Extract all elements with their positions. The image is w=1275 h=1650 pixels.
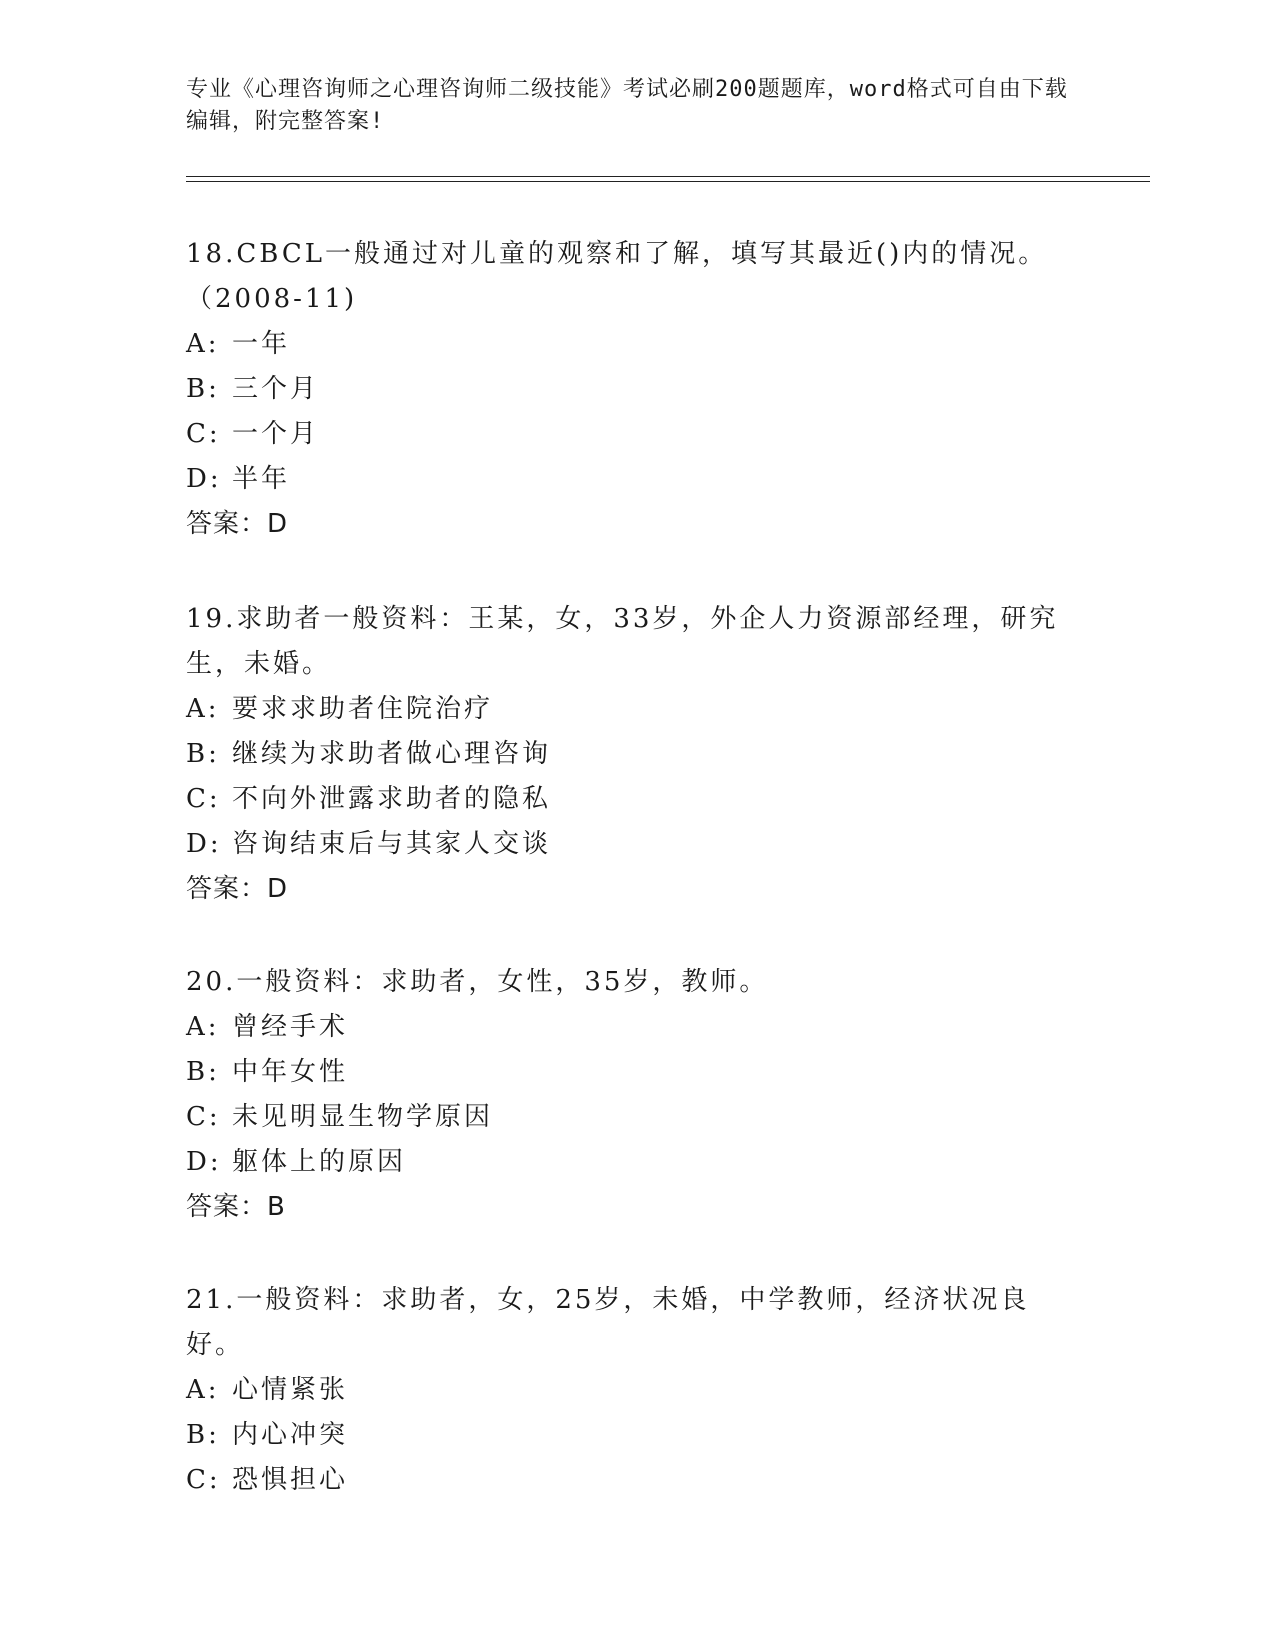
option-letter: A: [186,1012,220,1042]
option-text: 未见明显生物学原因 [232,1102,494,1132]
option-letter: A: [186,694,220,724]
answer-line: 答案：B [186,1192,286,1222]
option-text: 咨询结束后与其家人交谈 [232,829,552,859]
option-d [186,457,1086,502]
option-letter: D: [186,829,222,859]
option-text: 曾经手术 [232,1012,349,1042]
option-letter: B: [186,739,220,769]
option-letter: B: [186,1420,220,1450]
option-letter: C: [186,1102,221,1132]
option-b [186,367,1086,412]
option-text: 心情紧张 [232,1375,349,1405]
option-letter: A: [186,1375,220,1405]
option-text: 中年女性 [232,1057,349,1087]
option-text: 内心冲突 [232,1420,349,1450]
question-21 [186,1278,1086,1503]
question-19 [186,597,1086,912]
option-a [186,1005,1086,1050]
option-d [186,1140,1086,1185]
header-divider-bottom [186,181,1150,182]
option-letter: B: [186,374,220,404]
option-c [186,777,1086,822]
option-text: 躯体上的原因 [232,1147,407,1177]
option-text: 半年 [232,464,291,494]
option-letter: C: [186,419,221,449]
option-text: 三个月 [232,374,320,404]
option-d [186,822,1086,867]
option-letter: D: [186,464,222,494]
question-stem: 20.一般资料：求助者，女性，35岁，教师。 [186,967,769,997]
option-letter: D: [186,1147,222,1177]
option-letter: C: [186,784,221,814]
question-20 [186,960,1086,1230]
option-c [186,1458,1086,1503]
option-a [186,322,1086,367]
option-b [186,732,1086,777]
option-text: 要求求助者住院治疗 [232,694,494,724]
option-letter: A: [186,329,220,359]
option-letter: B: [186,1057,220,1087]
option-text: 一年 [232,329,291,359]
option-a [186,1368,1086,1413]
answer-line: 答案：D [186,874,289,904]
option-text: 继续为求助者做心理咨询 [232,739,552,769]
question-stem: 21.一般资料：求助者，女，25岁，未婚，中学教师，经济状况良好。 [186,1285,1030,1360]
header-note: 专业《心理咨询师之心理咨询师二级技能》考试必刷200题题库，word格式可自由下载编辑，附完整答案! [186,77,1068,134]
option-c [186,1095,1086,1140]
question-stem: 19.求助者一般资料：王某，女，33岁，外企人力资源部经理，研究生，未婚。 [186,604,1059,679]
option-b [186,1413,1086,1458]
option-a [186,687,1086,732]
option-c [186,412,1086,457]
header-divider-top [186,176,1150,177]
option-text: 不向外泄露求助者的隐私 [232,784,552,814]
option-text: 恐惧担心 [232,1465,349,1495]
question-stem: 18.CBCL一般通过对儿童的观察和了解，填写其最近()内的情况。（2008-11) [186,239,1048,314]
option-b [186,1050,1086,1095]
option-text: 一个月 [232,419,320,449]
question-18 [186,232,1086,547]
answer-line: 答案：D [186,509,289,539]
option-letter: C: [186,1465,221,1495]
